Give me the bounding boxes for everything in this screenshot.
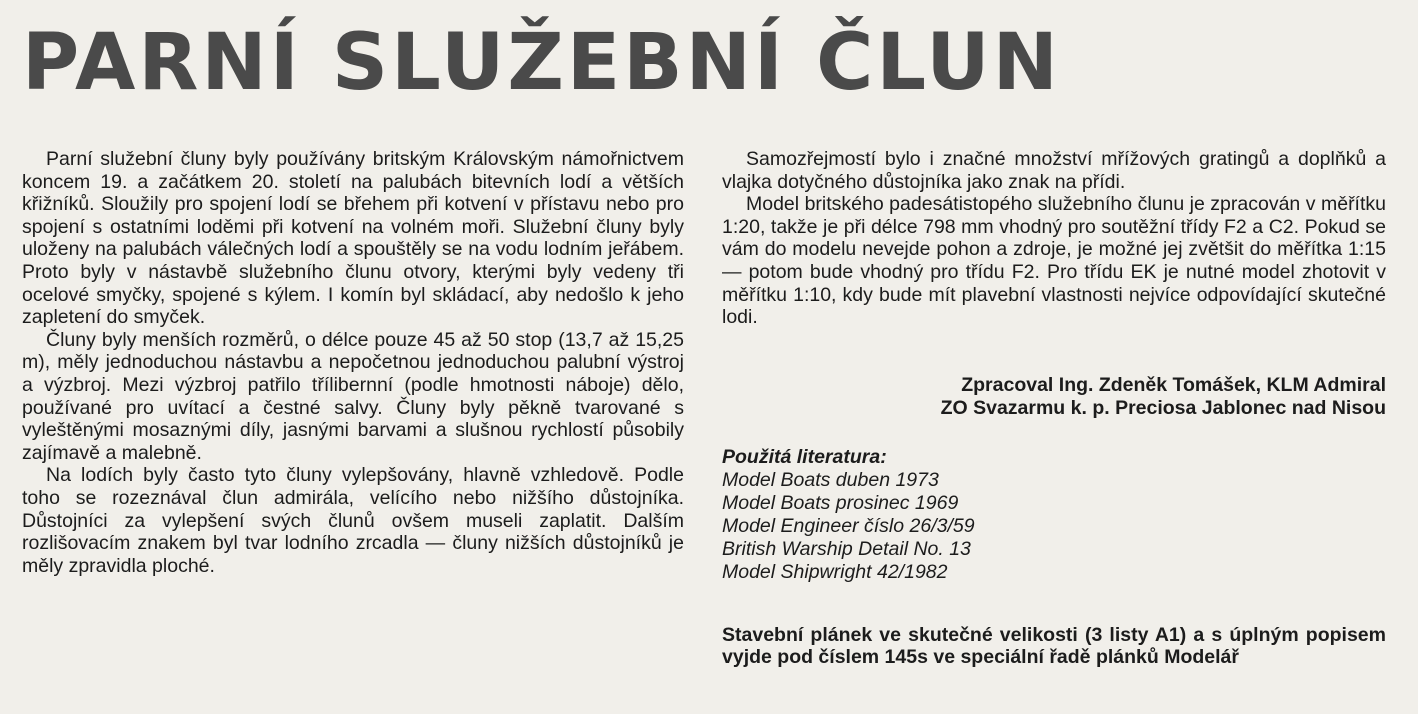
- body-paragraph: Parní služební čluny byly používány britským Královským námořnictvem koncem 19. a začátkem 20. století na palubách bitevních lodí a větších křižníků. Sloužily pro spojení lodí se břehem při kotvení v přístavu nebo pro spojení s ostatními loděmi při kotvení na volném moři. Služební čluny byly uloženy na palubách válečných lodí a spouštěly se na vodu lodním jeřábem. Proto byly v nástavbě služebního člunu otvory, kterými byly vedeny tři ocelové smyčky, spojené s kýlem. I komín byl skládací, aby nedošlo k jeho zapletení do smyček.: [22, 148, 684, 329]
- author-organization-line: ZO Svazarmu k. p. Preciosa Jablonec nad Nisou: [940, 397, 1386, 419]
- body-paragraph: Na lodích byly často tyto čluny vylepšovány, hlavně vzhledově. Podle toho se rozeznával člun admirála, velícího nebo nižšího důstojníka. Důstojníci za vylepšení svých člunů ovšem museli zaplatit. Dalším rozlišovacím znakem byl tvar lodního zrcadla — čluny nižších důstojníků je měly zpravidla ploché.: [22, 464, 684, 577]
- body-paragraph: Model britského padesátistopého služebního člunu je zpracován v měřítku 1:20, takže je při délce 798 mm vhodný pro soutěžní třídy F2 a C2. Pokud se vám do modelu nevejde pohon a zdroje, je možné jej zvětšit do měřítka 1:15 — potom bude vhodný pro třídu F2. Pro třídu EK je nutné model zhotovit v měřítku 1:10, kdy bude mít plavební vlastnosti nejvíce odpovídající skutečné lodi.: [722, 193, 1386, 329]
- body-paragraph: Čluny byly menších rozměrů, o délce pouze 45 až 50 stop (13,7 až 15,25 m), měly jednoduchou nástavbu a nepočetnou jednoduchou palubní výstroj a výzbroj. Mezi výzbroj patřilo třílibernní (podle hmotnosti náboje) dělo, používané pro uvítací a čestné salvy. Čluny byly pěkně tvarované s vyleštěnými mosaznými díly, jasnými barvami a slušnou rychlostí působily zajímavě a malebně.: [22, 328, 684, 464]
- article-body-right-column: [722, 148, 1386, 329]
- literature-item: Model Engineer číslo 26/3/59: [722, 515, 975, 537]
- literature-item: Model Boats duben 1973: [722, 469, 939, 491]
- literature-list: [722, 446, 1322, 584]
- literature-heading: Použitá literatura:: [722, 446, 887, 468]
- article-body-left-column: [22, 148, 684, 577]
- literature-item: Model Boats prosinec 1969: [722, 492, 959, 514]
- article-title: PARNÍ SLUŽEBNÍ ČLUN: [22, 18, 1061, 108]
- literature-item: Model Shipwright 42/1982: [722, 561, 948, 583]
- author-line: Zpracoval Ing. Zdeněk Tomášek, KLM Admiral: [961, 374, 1386, 396]
- plan-notice: Stavební plánek ve skutečné velikosti (3 listy A1) a s úplným popisem vyjde pod číslem 145s ve speciální řadě plánků Modelář: [722, 624, 1386, 668]
- body-paragraph: Samozřejmostí bylo i značné množství mřížových gratingů a doplňků a vlajka dotyčného důstojníka jako znak na přídi.: [722, 148, 1386, 193]
- literature-item: British Warship Detail No. 13: [722, 538, 971, 560]
- author-signature: [722, 374, 1386, 420]
